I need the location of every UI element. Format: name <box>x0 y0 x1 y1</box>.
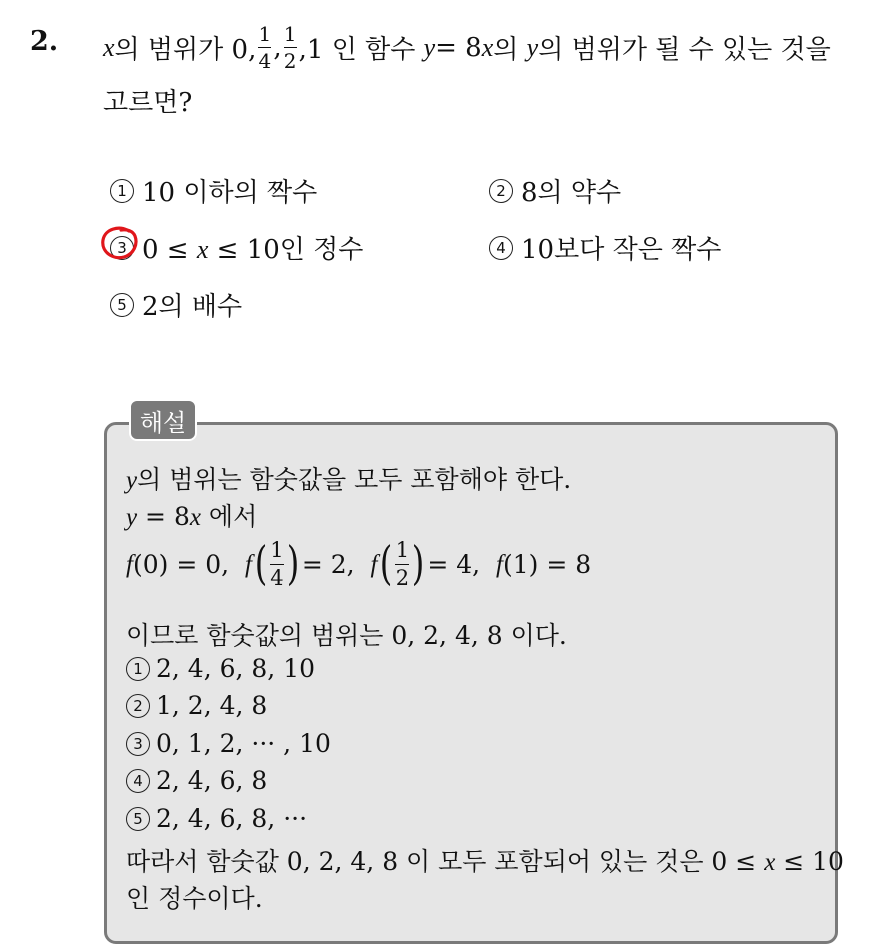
solution-line-2: y = 8x 에서 <box>126 502 258 531</box>
question-stem <box>103 24 831 71</box>
option-4[interactable] <box>489 229 721 266</box>
solution-fraction-quarter: 1 4 <box>270 538 284 590</box>
question-stem-line2: 고르면? <box>103 88 193 118</box>
option-2-mark: 2 <box>489 179 513 203</box>
question-number: 2. <box>30 26 59 57</box>
option-1[interactable] <box>110 172 317 209</box>
option-3-text: 0 ≤ x ≤ 10인 정수 <box>142 235 364 265</box>
eq-x: x <box>481 32 494 62</box>
fraction-bar <box>258 47 271 48</box>
fraction-denominator: 4 <box>258 49 272 73</box>
solution-line-4: 이므로 함숫값의 범위는 0, 2, 4, 8 이다. <box>126 621 567 650</box>
stem-comma: , <box>273 32 282 63</box>
solution-option-3: 3 0, 1, 2, ··· , 10 <box>126 729 331 758</box>
solution-line-1: y의 범위는 함숫값을 모두 포함해야 한다. <box>126 465 572 494</box>
option-3-mark: 3 <box>110 236 134 260</box>
eq-y: y <box>423 32 436 62</box>
fraction-quarter <box>258 24 271 71</box>
option-2-text: 8의 약수 <box>521 178 622 208</box>
stem-part-b: ,1 인 함수 <box>298 35 416 65</box>
fraction-denominator: 2 <box>283 49 297 73</box>
solution-option-5: 5 2, 4, 6, 8, ··· <box>126 804 307 833</box>
solution-tag: 해설 <box>129 399 197 441</box>
fraction-half <box>284 24 297 71</box>
right-paren: ) <box>286 535 300 590</box>
solution-line-3: f (0) = 0, f ( 1 4 ) = 2, f ( 1 2 ) = 4, f (1) = 8 <box>126 535 592 590</box>
solution-fraction-half: 1 2 <box>395 538 410 590</box>
stem-part-a: 의 범위가 0, <box>114 35 257 65</box>
fraction-numerator: 1 <box>258 22 272 46</box>
option-3[interactable] <box>110 229 363 266</box>
fraction-numerator: 1 <box>283 22 297 46</box>
stem-part-c: 의 <box>493 35 519 65</box>
option-5-mark: 5 <box>110 293 134 317</box>
eq-mid: = 8 <box>435 32 482 63</box>
solution-option-1: 1 2, 4, 6, 8, 10 <box>126 654 315 683</box>
left-paren: ( <box>254 535 268 590</box>
option-2[interactable] <box>489 172 621 209</box>
answer-circle-mark <box>99 226 141 262</box>
stem-part-d: 의 범위가 될 수 있는 것을 <box>538 35 831 65</box>
solution-option-4: 4 2, 4, 6, 8 <box>126 766 267 795</box>
fraction-bar <box>284 47 297 48</box>
var-y: y <box>526 32 539 62</box>
option-1-text: 10 이하의 짝수 <box>142 178 318 208</box>
right-paren: ) <box>412 535 425 590</box>
solution-line-11: 인 정수이다. <box>126 884 263 913</box>
var-x: x <box>103 32 115 62</box>
solution-line-10: 따라서 함숫값 0, 2, 4, 8 이 모두 포함되어 있는 것은 0 ≤ x ≤ 10 <box>126 847 844 876</box>
option-4-mark: 4 <box>489 236 513 260</box>
solution-option-2: 2 1, 2, 4, 8 <box>126 691 267 720</box>
option-4-text: 10보다 작은 짝수 <box>521 235 722 265</box>
option-1-mark: 1 <box>110 179 134 203</box>
left-paren: ( <box>380 535 393 590</box>
option-5[interactable] <box>110 286 242 323</box>
option-5-text: 2의 배수 <box>142 292 243 322</box>
